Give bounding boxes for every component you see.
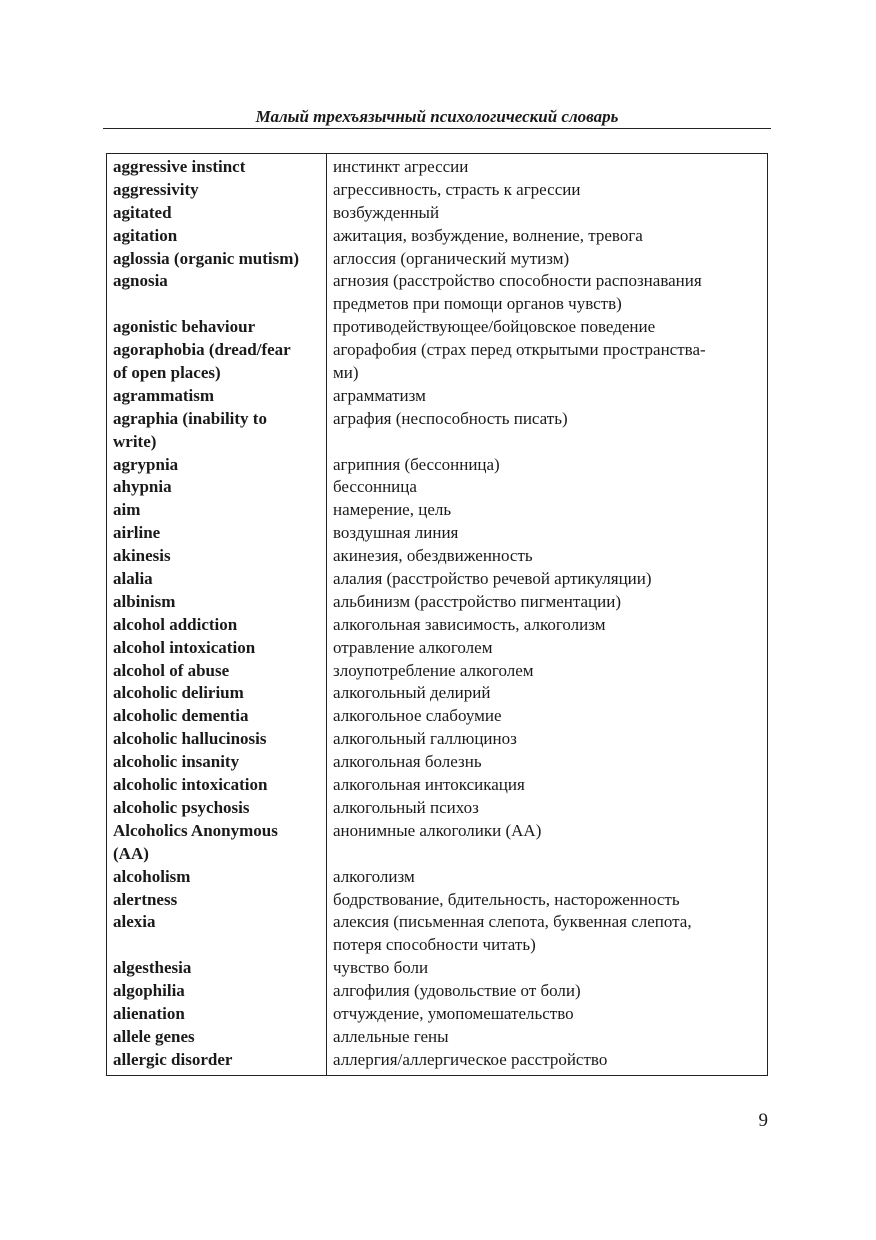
translation-line: бодрствование, бдительность, настороженность: [333, 889, 680, 909]
entry-term: [113, 499, 322, 522]
translation-line: агорафобия (страх перед открытыми пространства-: [333, 340, 706, 360]
entry-term: [113, 1026, 322, 1049]
entry-translation: [333, 911, 761, 957]
entry-translation: [333, 980, 761, 1003]
entry-term: [113, 591, 322, 614]
term-line: of open places): [113, 363, 221, 383]
translations-column: [327, 154, 767, 1075]
entry-term: [113, 637, 322, 660]
term-line: [113, 293, 322, 316]
term-line: alalia: [113, 569, 153, 589]
entry-translation: [333, 751, 761, 774]
entry-translation: [333, 248, 761, 271]
entry-term: [113, 202, 322, 225]
term-line: alcohol intoxication: [113, 637, 256, 657]
term-line: alcohol of abuse: [113, 660, 230, 680]
entry-translation: [333, 820, 761, 866]
term-line: alexia: [113, 912, 156, 932]
entry-term: [113, 751, 322, 774]
translation-line: алкогольный галлюциноз: [333, 729, 517, 749]
translation-line: аллергия/аллергическое расстройство: [333, 1049, 608, 1069]
entry-translation: [333, 385, 761, 408]
term-line: agonistic behaviour: [113, 317, 256, 337]
translation-line: акинезия, обездвиженность: [333, 546, 533, 566]
entry-translation: [333, 1003, 761, 1026]
entry-translation: [333, 270, 761, 316]
entry-translation: [333, 156, 761, 179]
entry-term: [113, 545, 322, 568]
entry-translation: [333, 797, 761, 820]
entry-translation: [333, 614, 761, 637]
entry-term: [113, 476, 322, 499]
term-line: akinesis: [113, 546, 171, 566]
translation-line: алкогольное слабоумие: [333, 706, 502, 726]
term-line: aggressivity: [113, 179, 199, 199]
term-line: allergic disorder: [113, 1049, 233, 1069]
translation-line: агрессивность, страсть к агрессии: [333, 179, 581, 199]
translation-line: ми): [333, 363, 359, 383]
translation-line: агнозия (расстройство способности распознавания: [333, 271, 702, 291]
term-line: Alcoholics Anonymous: [113, 820, 278, 840]
entry-translation: [333, 1026, 761, 1049]
entry-term: [113, 797, 322, 820]
entry-term: [113, 522, 322, 545]
entry-translation: [333, 728, 761, 751]
entry-translation: [333, 1049, 761, 1072]
entry-translation: [333, 591, 761, 614]
entry-term: [113, 568, 322, 591]
term-line: alcohol addiction: [113, 614, 238, 634]
term-line: [113, 934, 322, 957]
entry-term: [113, 660, 322, 683]
translation-line: агрипния (бессонница): [333, 454, 500, 474]
term-line: write): [113, 431, 157, 451]
entry-term: [113, 156, 322, 179]
page-number: 9: [758, 1110, 768, 1131]
translation-line: возбужденный: [333, 202, 440, 222]
translation-line: алкогольная болезнь: [333, 752, 482, 772]
entry-translation: [333, 316, 761, 339]
entry-translation: [333, 889, 761, 912]
translation-line: воздушная линия: [333, 523, 459, 543]
translation-line: алкогольный делирий: [333, 683, 491, 703]
translation-line: аглоссия (органический мутизм): [333, 248, 570, 268]
term-line: agitation: [113, 225, 178, 245]
entry-term: [113, 957, 322, 980]
entry-translation: [333, 545, 761, 568]
entry-translation: [333, 522, 761, 545]
term-line: alcoholic psychosis: [113, 797, 250, 817]
entry-term: [113, 1003, 322, 1026]
entry-translation: [333, 339, 761, 385]
entry-term: [113, 980, 322, 1003]
page-title: Малый трехъязычный психологический словарь: [255, 107, 619, 126]
translation-line: противодействующее/бойцовское поведение: [333, 317, 656, 337]
translation-line: алкогольная зависимость, алкоголизм: [333, 614, 606, 634]
translation-line: [333, 431, 761, 454]
entry-term: [113, 705, 322, 728]
entry-term: [113, 682, 322, 705]
translation-line: инстинкт агрессии: [333, 157, 469, 176]
translation-line: чувство боли: [333, 958, 429, 978]
entry-term: [113, 339, 322, 385]
translation-line: алкоголизм: [333, 866, 415, 886]
translation-line: злоупотребление алкоголем: [333, 660, 534, 680]
entry-term: [113, 614, 322, 637]
entry-term: [113, 316, 322, 339]
entry-translation: [333, 774, 761, 797]
translation-line: бессонница: [333, 477, 417, 497]
translation-line: алкогольная интоксикация: [333, 775, 525, 795]
term-line: albinism: [113, 591, 176, 611]
term-line: alcoholic intoxication: [113, 775, 268, 795]
translation-line: аграмматизм: [333, 385, 426, 405]
translation-line: альбинизм (расстройство пигментации): [333, 591, 622, 611]
term-line: alcoholic insanity: [113, 752, 240, 772]
entry-term: [113, 866, 322, 889]
translation-line: намерение, цель: [333, 500, 452, 520]
term-line: aim: [113, 500, 141, 520]
running-header: [103, 106, 771, 129]
translation-line: алалия (расстройство речевой артикуляции): [333, 569, 652, 589]
entry-term: [113, 774, 322, 797]
translation-line: ажитация, возбуждение, волнение, тревога: [333, 225, 643, 245]
term-line: alcoholic dementia: [113, 706, 249, 726]
term-line: airline: [113, 523, 161, 543]
term-line: agitated: [113, 202, 172, 222]
translation-line: алексия (письменная слепота, буквенная слепота,: [333, 912, 692, 932]
entry-translation: [333, 705, 761, 728]
entry-term: [113, 889, 322, 912]
terms-column: [107, 154, 327, 1075]
entry-translation: [333, 568, 761, 591]
entry-translation: [333, 866, 761, 889]
entry-translation: [333, 957, 761, 980]
term-line: agraphia (inability to: [113, 408, 267, 428]
term-line: agoraphobia (dread/fear: [113, 340, 291, 360]
term-line: aglossia (organic mutism): [113, 248, 300, 268]
translation-line: аллельные гены: [333, 1026, 449, 1046]
translation-line: отчуждение, умопомешательство: [333, 1003, 574, 1023]
entry-translation: [333, 499, 761, 522]
translation-line: алгофилия (удовольствие от боли): [333, 981, 581, 1001]
translation-line: потеря способности читать): [333, 935, 536, 955]
translation-line: аграфия (неспособность писать): [333, 408, 568, 428]
entry-translation: [333, 408, 761, 454]
term-line: alertness: [113, 889, 178, 909]
translation-line: [333, 843, 761, 866]
term-line: agrypnia: [113, 454, 179, 474]
entry-translation: [333, 660, 761, 683]
translation-line: отравление алкоголем: [333, 637, 493, 657]
entry-translation: [333, 202, 761, 225]
term-line: allele genes: [113, 1026, 195, 1046]
entry-term: [113, 728, 322, 751]
term-line: aggressive instinct: [113, 157, 246, 176]
entry-term: [113, 248, 322, 271]
entry-term: [113, 179, 322, 202]
entry-translation: [333, 225, 761, 248]
term-line: alcoholic delirium: [113, 683, 244, 703]
entry-term: [113, 225, 322, 248]
entry-term: [113, 270, 322, 316]
translation-line: алкогольный психоз: [333, 797, 479, 817]
entry-translation: [333, 476, 761, 499]
term-line: alienation: [113, 1003, 185, 1023]
translation-line: анонимные алкоголики (АА): [333, 820, 542, 840]
dictionary-table: [106, 153, 768, 1076]
entry-term: [113, 820, 322, 866]
entry-term: [113, 1049, 322, 1072]
term-line: ahypnia: [113, 477, 172, 497]
entry-translation: [333, 637, 761, 660]
term-line: algophilia: [113, 981, 185, 1001]
entry-term: [113, 454, 322, 477]
entry-term: [113, 385, 322, 408]
entry-translation: [333, 454, 761, 477]
entry-term: [113, 408, 322, 454]
entry-translation: [333, 179, 761, 202]
term-line: alcoholic hallucinosis: [113, 729, 267, 749]
term-line: agrammatism: [113, 385, 215, 405]
entry-translation: [333, 682, 761, 705]
entry-term: [113, 911, 322, 957]
term-line: agnosia: [113, 271, 168, 291]
term-line: (AA): [113, 843, 149, 863]
translation-line: предметов при помощи органов чувств): [333, 294, 622, 314]
term-line: algesthesia: [113, 958, 192, 978]
term-line: alcoholism: [113, 866, 191, 886]
